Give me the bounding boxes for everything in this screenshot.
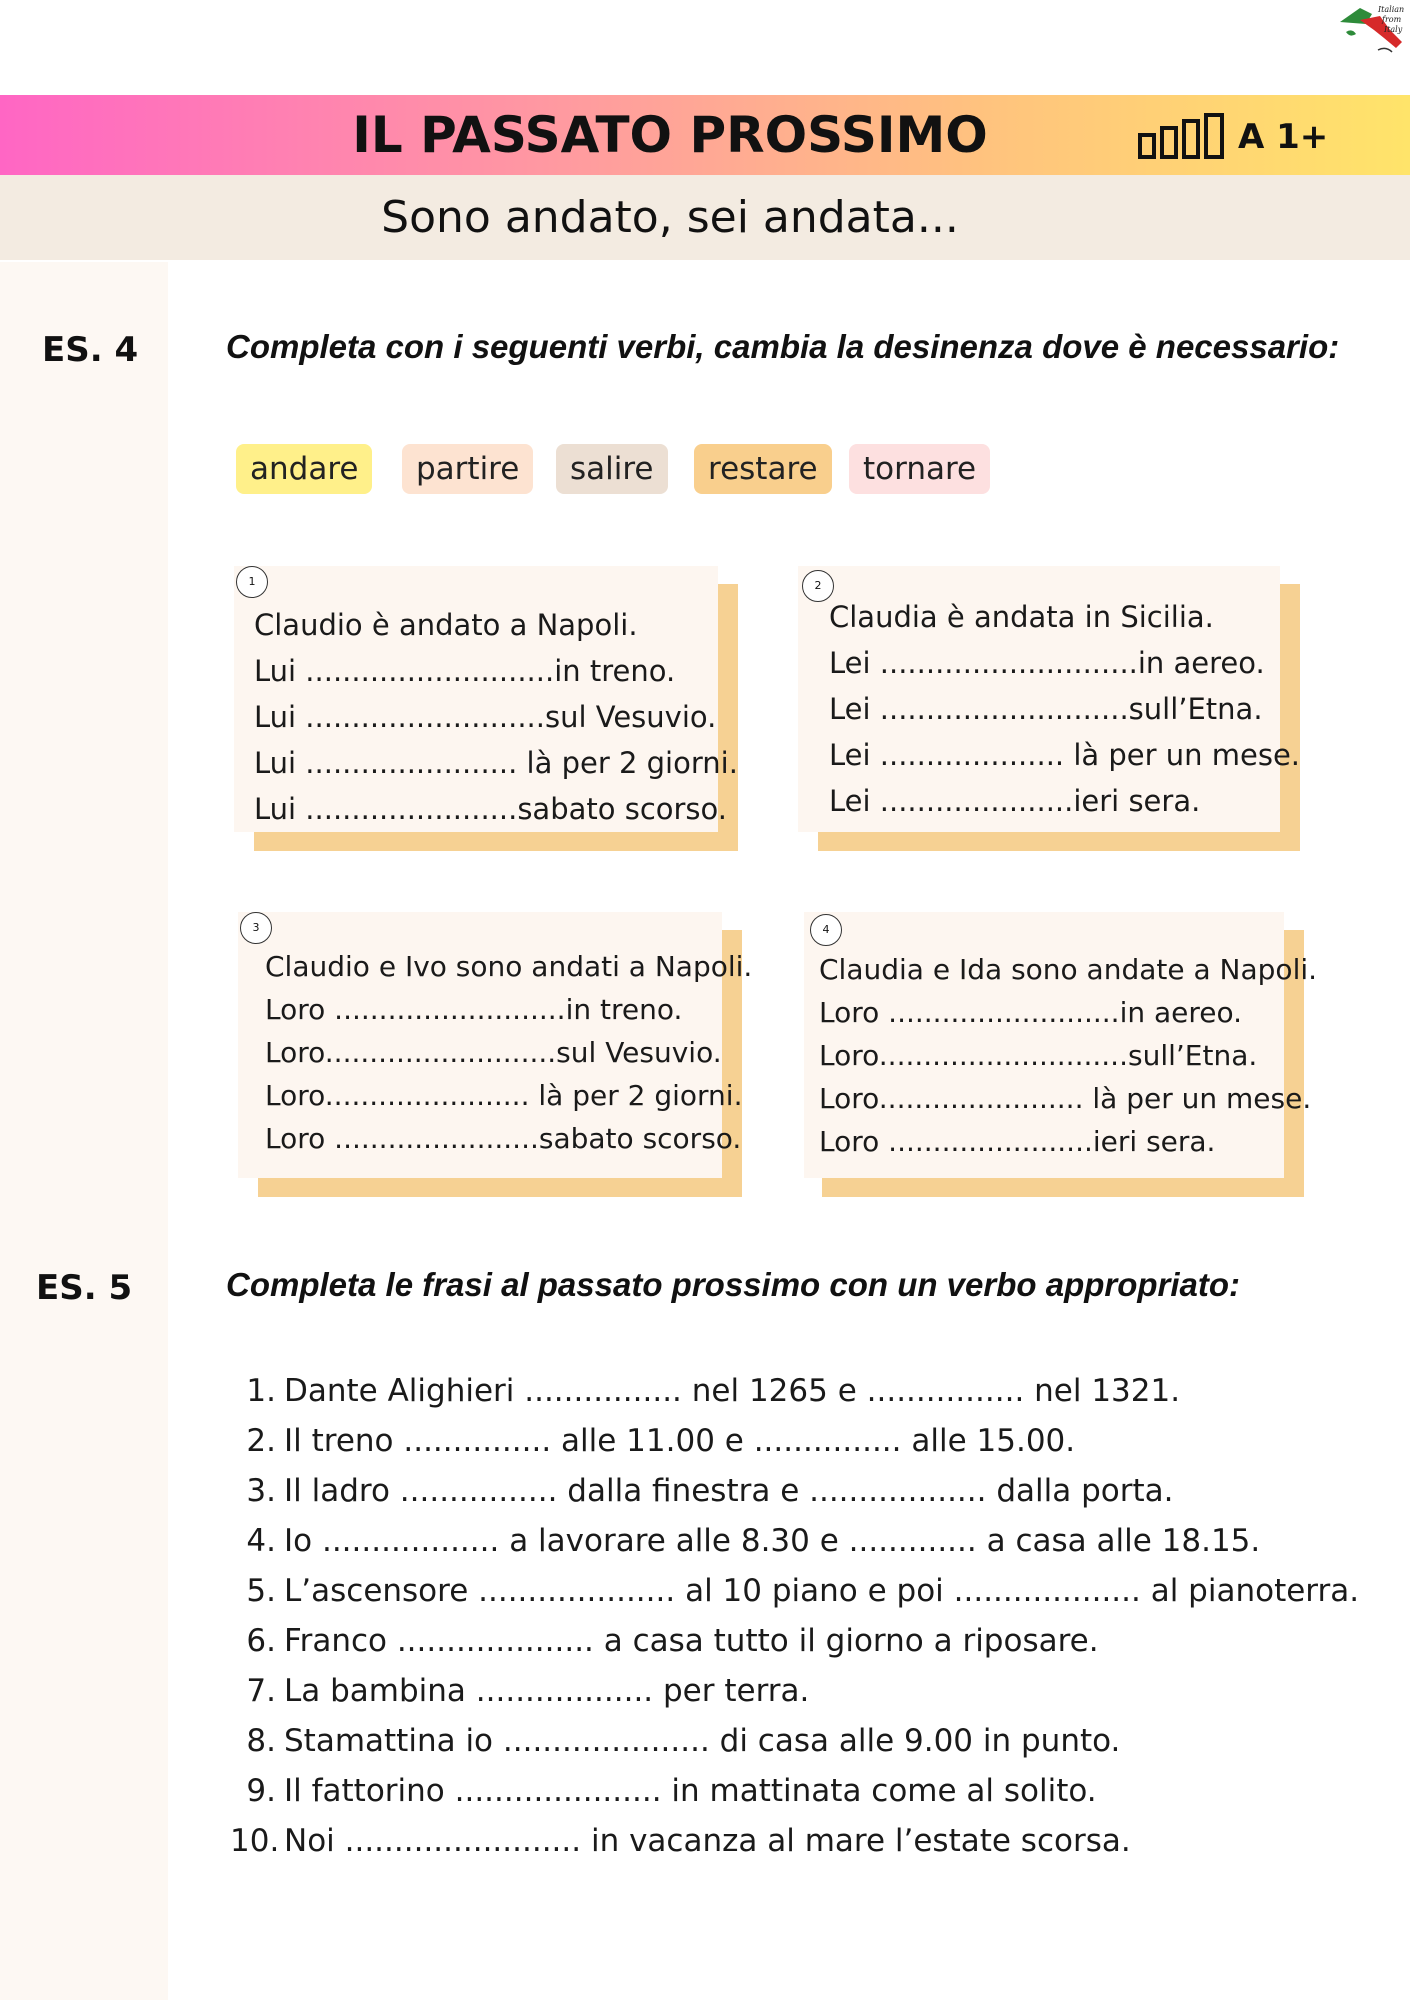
- box2-line: Lei ...........................sull’Etna.: [829, 692, 1263, 726]
- logo-text-2: from: [1382, 15, 1402, 24]
- verb-chip-label: tornare: [863, 451, 977, 487]
- list-item-text: Noi ........................ in vacanza al mare l’estate scorsa.: [284, 1823, 1131, 1859]
- box3-line: Loro ..........................in treno.: [265, 993, 683, 1026]
- verb-chip-tornare: [849, 444, 990, 494]
- list-item-number: 7.: [246, 1673, 276, 1709]
- page-title: IL PASSATO PROSSIMO: [352, 106, 988, 164]
- box3-line: Claudio e Ivo sono andati a Napoli.: [265, 950, 753, 983]
- box1-line: Lui ....................... là per 2 giorni.: [254, 746, 738, 780]
- list-item-number: 10.: [230, 1823, 280, 1859]
- list-item-number: 3.: [246, 1473, 276, 1509]
- logo-text-3: Italy: [1384, 25, 1403, 34]
- box4-lines: [819, 948, 1317, 1163]
- list-item-text: Dante Alighieri ................ nel 1265 e ................ nel 1321.: [284, 1373, 1181, 1409]
- box3-number-badge: 3: [240, 912, 272, 944]
- es5-sentence-list: [230, 1366, 1359, 1866]
- list-item-text: Io .................. a lavorare alle 8.30 e ............. a casa alle 18.15.: [284, 1523, 1261, 1559]
- list-item: [230, 1816, 1359, 1866]
- list-item-number: 2.: [246, 1423, 276, 1459]
- box2-number-badge: 2: [802, 570, 834, 602]
- box1-lines: [254, 602, 738, 832]
- verb-chip-restare: [694, 444, 832, 494]
- level-label: A 1+: [1238, 117, 1329, 157]
- subtitle-bar: [0, 175, 1410, 260]
- list-item-number: 8.: [246, 1723, 276, 1759]
- list-item: [230, 1616, 1359, 1666]
- list-item: [230, 1416, 1359, 1466]
- list-item-number: 9.: [246, 1773, 276, 1809]
- logo-text-1: Italian: [1378, 5, 1405, 14]
- box2-lines: [829, 594, 1300, 824]
- verb-chip-salire: [556, 444, 668, 494]
- box1-number-badge: 1: [236, 566, 268, 598]
- list-item-number: 4.: [246, 1523, 276, 1559]
- list-item-text: Il treno ............... alle 11.00 e ............... alle 15.00.: [284, 1423, 1076, 1459]
- box4-line: Loro .......................ieri sera.: [819, 1125, 1216, 1158]
- verb-chip-label: andare: [250, 451, 359, 487]
- list-item: [230, 1466, 1359, 1516]
- list-item-text: Stamattina io ..................... di casa alle 9.00 in punto.: [284, 1723, 1121, 1759]
- list-item: [230, 1566, 1359, 1616]
- list-item-number: 5.: [246, 1573, 276, 1609]
- list-item: [230, 1716, 1359, 1766]
- list-item: [230, 1666, 1359, 1716]
- box4-line: Loro ..........................in aereo.: [819, 996, 1243, 1029]
- list-item: [230, 1766, 1359, 1816]
- verb-chip-label: restare: [708, 451, 818, 487]
- box4-line: Claudia e Ida sono andate a Napoli.: [819, 953, 1318, 986]
- box4-number-badge: 4: [810, 914, 842, 946]
- es5-label: ES. 5: [36, 1268, 133, 1308]
- list-item-number: 6.: [246, 1623, 276, 1659]
- page-subtitle: Sono andato, sei andata...: [381, 192, 959, 243]
- title-banner: [0, 95, 1410, 175]
- verb-chip-partire: [402, 444, 533, 494]
- box2-line: Lei .................... là per un mese.: [829, 738, 1301, 772]
- box1-line: Lui .......................sabato scorso.: [254, 792, 727, 826]
- list-item-text: L’ascensore .................... al 10 piano e poi ................... al pianoterra.: [284, 1573, 1360, 1609]
- list-item-text: La bambina .................. per terra.: [284, 1673, 810, 1709]
- box2-line: Lei ............................in aereo.: [829, 646, 1265, 680]
- box1-line: Lui ...........................in treno.: [254, 654, 676, 688]
- list-item: [230, 1516, 1359, 1566]
- box1-line: Lui ..........................sul Vesuvio.: [254, 700, 717, 734]
- list-item-number: 1.: [246, 1373, 276, 1409]
- box4-line: Loro....................... là per un mese.: [819, 1082, 1312, 1115]
- box3-line: Loro..........................sul Vesuvio.: [265, 1036, 722, 1069]
- verb-chip-label: partire: [416, 451, 520, 487]
- list-item-text: Il ladro ................ dalla finestra e .................. dalla porta.: [284, 1473, 1174, 1509]
- level-bars-icon: [1138, 113, 1228, 159]
- box2-line: Claudia è andata in Sicilia.: [829, 600, 1214, 634]
- box3-line: Loro .......................sabato scorso.: [265, 1122, 742, 1155]
- box3-line: Loro....................... là per 2 giorni.: [265, 1079, 743, 1112]
- es4-label: ES. 4: [42, 330, 139, 370]
- box1-line: Claudio è andato a Napoli.: [254, 608, 638, 642]
- es5-instruction: Completa le frasi al passato prossimo con un verbo appropriato:: [226, 1266, 1241, 1303]
- list-item: [230, 1366, 1359, 1416]
- italy-logo-icon: [1330, 0, 1410, 60]
- list-item-text: Il fattorino ..................... in mattinata come al solito.: [284, 1773, 1097, 1809]
- box3-lines: [265, 945, 752, 1160]
- verb-chip-andare: [236, 444, 372, 494]
- verb-chip-label: salire: [570, 451, 654, 487]
- es4-instruction: Completa con i seguenti verbi, cambia la desinenza dove è necessario:: [226, 328, 1340, 365]
- box2-line: Lei .....................ieri sera.: [829, 784, 1201, 818]
- box4-line: Loro............................sull’Etna.: [819, 1039, 1258, 1072]
- list-item-text: Franco .................... a casa tutto il giorno a riposare.: [284, 1623, 1099, 1659]
- left-sidebar-band: [0, 262, 168, 2000]
